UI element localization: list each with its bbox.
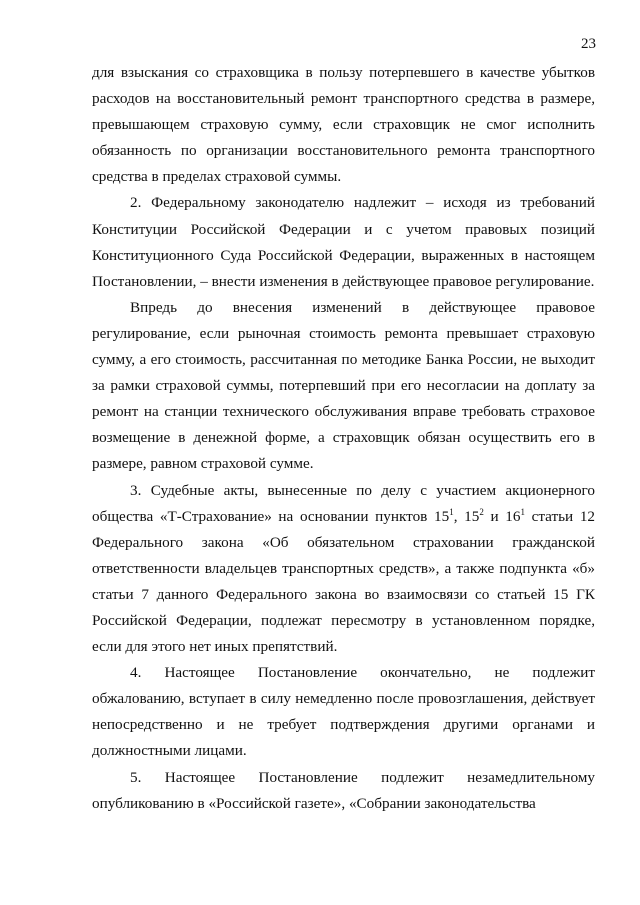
paragraph-continuation: для взыскания со страховщика в пользу потерпевшего в качестве убытков расходов на восстановительный ремонт транспортного средства в размере, превышающем страховую сумму, если страховщик не смог исполнить обязанность по организации восстановительного ремонта транспортного средства в пределах страховой суммы. [92,64,595,186]
superscript: 1 [449,506,454,517]
document-body [92,60,595,817]
page-number: 23 [581,36,596,52]
paragraph-item-4: 4. Настоящее Постановление окончательно, не подлежит обжалованию, вступает в силу немедленно после провозглашения, действует непосредственно и не требует подтверждения другими органами и должностными лицами. [92,664,595,760]
superscript: 2 [479,506,484,517]
paragraph-item-2: 2. Федеральному законодателю надлежит – исходя из требований Конституции Российской Федерации и с учетом правовых позиций Конституционного Суда Российской Федерации, выраженных в настоящем Постановлении, – внести изменения в действующее правовое регулирование. [92,194,595,290]
text-run: , 15 [453,507,480,525]
text-run: 3. Судебные акты, вынесенные по делу с участием акционерного общества «Т-Страхование» на основании пунктов 15 [92,481,595,525]
paragraph-interim-rule: Впредь до внесения изменений в действующее правовое регулирование, если рыночная стоимость ремонта превышает страховую сумму, а его стоимость, рассчитанная по методике Банка России, не выходит за рамки страховой суммы, потерпевший при его несогласии на доплату за ремонт на станции технического обслуживания вправе требовать страховое возмещение в денежной форме, а страховщик обязан осуществить его в размере, равном страховой сумме. [92,298,595,473]
paragraph-item-5: 5. Настоящее Постановление подлежит незамедлительному опубликованию в «Российской газете», «Собрании законодательства [92,768,595,812]
text-run: статьи 12 Федерального закона «Об обязательном страховании гражданской ответственности владельцев транспортных средств», а также подпункта «б» статьи 7 данного Федерального закона во взаимосвязи со статьей 15 ГК Российской Федерации, подлежат пересмотру в установленном порядке, если для этого нет иных препятствий. [92,507,596,656]
text-run: и 16 [483,507,521,525]
paragraph-item-3 [92,478,595,661]
superscript: 1 [520,506,525,517]
